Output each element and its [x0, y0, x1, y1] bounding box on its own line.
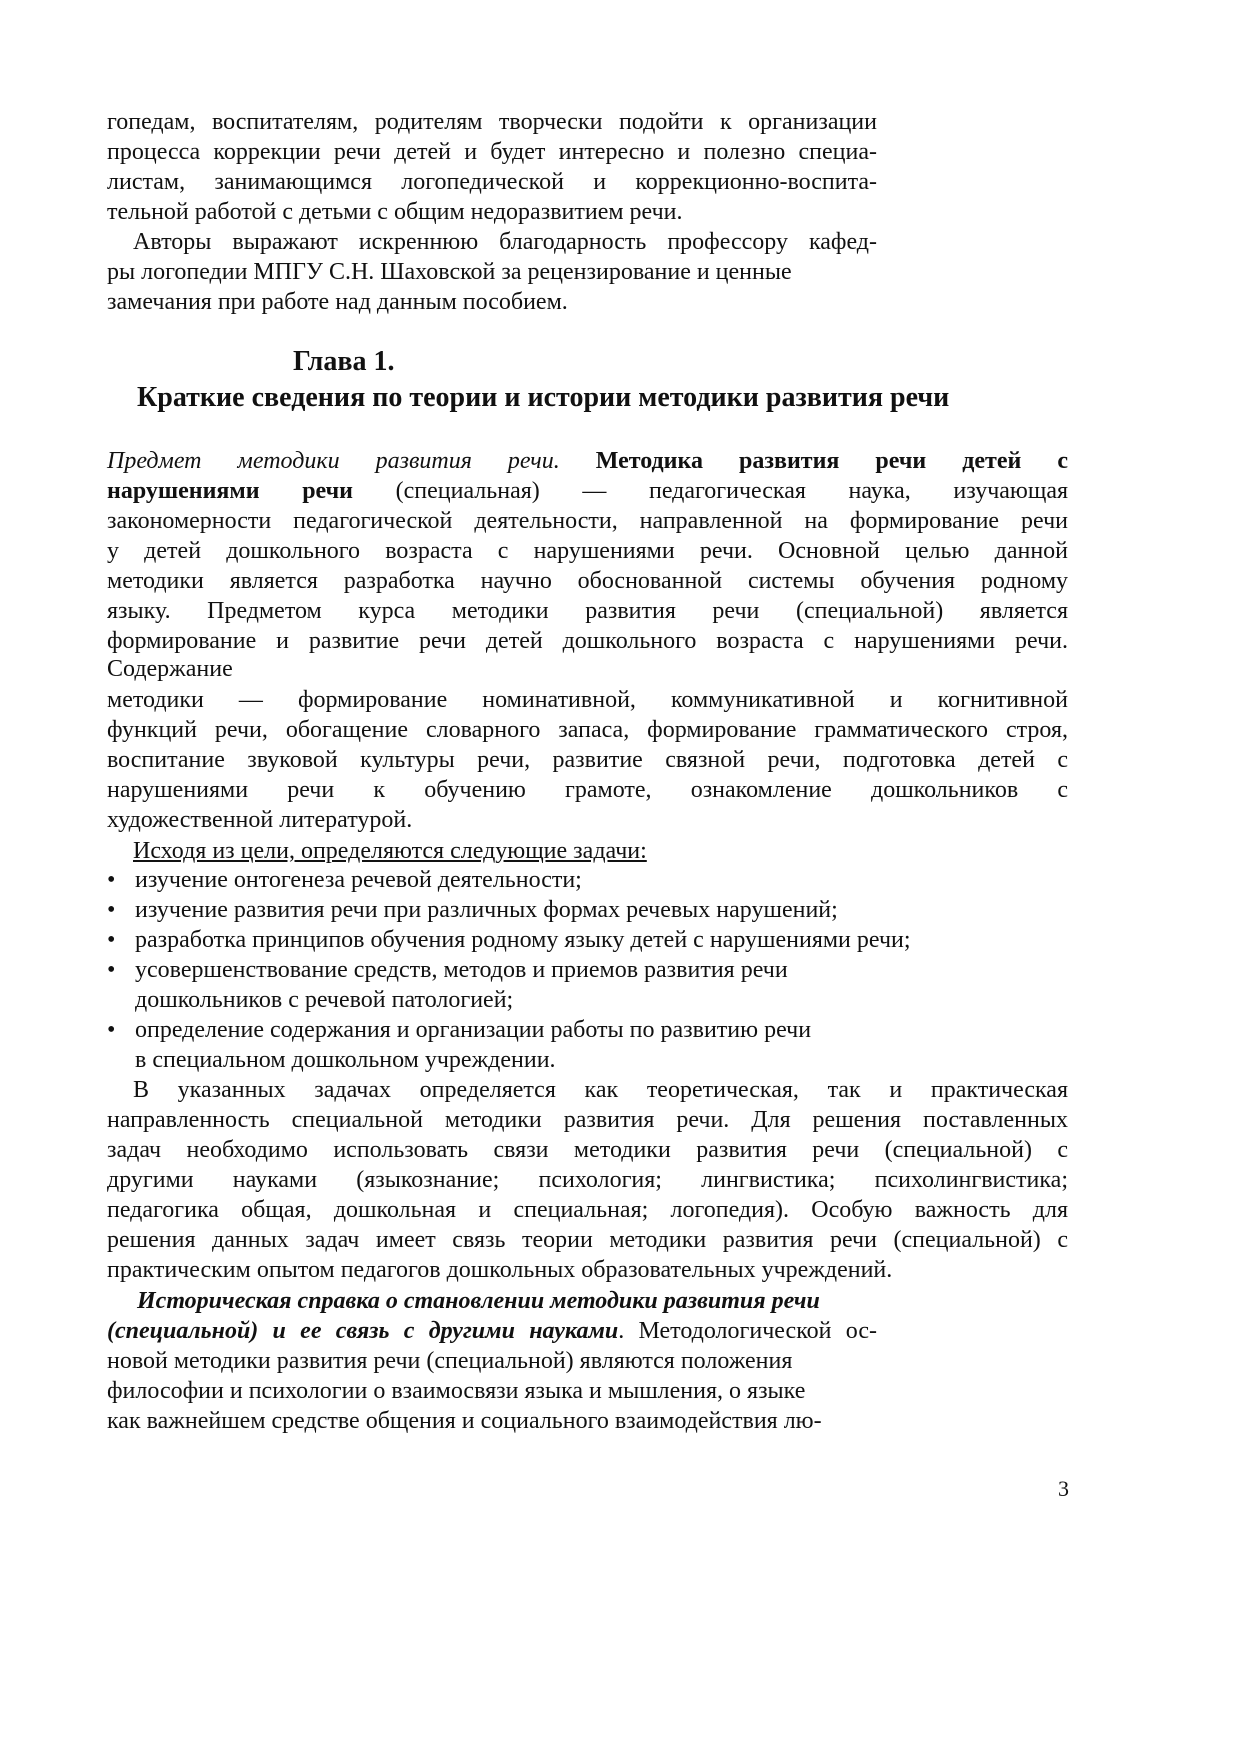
list-item-continuation: в специальном дошкольном учреждении.: [135, 1047, 556, 1073]
chapter-title: Краткие сведения по теории и истории методики развития речи: [137, 382, 950, 413]
text-line: воспитание звуковой культуры речи, развитие связной речи, подготовка детей с: [107, 747, 1068, 773]
text-line: листам, занимающимся логопедической и коррекционно-воспита-: [107, 169, 877, 195]
text-line: процесса коррекции речи детей и будет интересно и полезно специа-: [107, 139, 877, 165]
text-line: закономерности педагогической деятельности, направленной на формирование речи: [107, 508, 1068, 534]
text-line: методики — формирование номинативной, коммуникативной и когнитивной: [107, 687, 1068, 713]
bullet-icon: •: [107, 897, 116, 923]
text-line: задач необходимо использовать связи методики развития речи (специальной) с: [107, 1137, 1068, 1163]
text-line: [107, 446, 1068, 476]
text-line: ры логопедии МПГУ С.Н. Шаховской за рецензирование и ценные: [107, 259, 792, 285]
text-line: методики является разработка научно обоснованной системы обучения родному: [107, 568, 1068, 594]
bullet-icon: •: [107, 957, 116, 983]
text-line: функций речи, обогащение словарного запаса, формирование грамматического строя,: [107, 717, 1068, 743]
text-line: В указанных задачах определяется как теоретическая, так и практическая: [133, 1077, 1068, 1103]
tasks-intro: Исходя из цели, определяются следующие задачи:: [133, 838, 647, 864]
text-line: Содержание: [107, 656, 233, 682]
text-line: тельной работой с детьми с общим недоразвитием речи.: [107, 199, 683, 225]
text-line: практическим опытом педагогов дошкольных образовательных учреждений.: [107, 1257, 893, 1283]
text-line: замечания при работе над данным пособием.: [107, 289, 568, 315]
chapter-number: Глава 1.: [293, 346, 395, 377]
bullet-icon: •: [107, 927, 116, 953]
list-item-text: определение содержания и организации работы по развитию речи: [135, 1017, 812, 1043]
text-line: Авторы выражают искреннюю благодарность профессору кафед-: [133, 229, 877, 255]
text-span: (специальная) — педагогическая наука, изучающая: [395, 478, 1069, 504]
text-line: другими науками (языкознание; психология; лингвистика; психолингвистика;: [107, 1167, 1068, 1193]
text-line: у детей дошкольного возраста с нарушениями речи. Основной целью данной: [107, 538, 1068, 564]
list-item: [107, 1015, 811, 1045]
list-item: [107, 865, 582, 895]
term-bold: Методика развития речи детей с: [595, 448, 1068, 474]
section-title-bold-italic: Историческая справка о становлении методики развития речи: [137, 1288, 820, 1314]
list-item-text: разработка принципов обучения родному языку детей с нарушениями речи;: [135, 927, 911, 953]
text-line: нарушениями речи к обучению грамоте, ознакомление дошкольников с: [107, 777, 1068, 803]
text-line: [137, 1286, 820, 1316]
list-item: [107, 895, 838, 925]
text-line: [107, 1316, 877, 1346]
text-line: [107, 476, 1068, 506]
text-line: педагогика общая, дошкольная и специальная; логопедия). Особую важность для: [107, 1197, 1068, 1223]
list-item-text: усовершенствование средств, методов и приемов развития речи: [135, 957, 788, 983]
text-line: художественной литературой.: [107, 807, 413, 833]
text-line: как важнейшем средстве общения и социального взаимодействия лю-: [107, 1408, 822, 1434]
page-number: 3: [1058, 1476, 1069, 1501]
list-item-continuation: дошкольников с речевой патологией;: [135, 987, 514, 1013]
text-line: новой методики развития речи (специальной) являются положения: [107, 1348, 793, 1374]
section-title-italic: Предмет методики развития речи.: [107, 448, 560, 474]
list-item-text: изучение развития речи при различных формах речевых нарушений;: [135, 897, 838, 923]
term-bold: нарушениями речи: [107, 478, 353, 504]
bullet-icon: •: [107, 1017, 116, 1043]
text-line: языку. Предметом курса методики развития речи (специальной) является: [107, 598, 1068, 624]
list-item: [107, 925, 911, 955]
bullet-icon: •: [107, 867, 116, 893]
list-item-text: изучение онтогенеза речевой деятельности;: [135, 867, 582, 893]
text-line: гопедам, воспитателям, родителям творчески подойти к организации: [107, 109, 877, 135]
text-line: направленность специальной методики развития речи. Для решения поставленных: [107, 1107, 1068, 1133]
text-line: философии и психологии о взаимосвязи языка и мышления, о языке: [107, 1378, 806, 1404]
section-title-bold-italic: (специальной) и ее связь с другими науками: [107, 1318, 619, 1344]
list-item: [107, 955, 788, 985]
text-line: формирование и развитие речи детей дошкольного возраста с нарушениями речи.: [107, 628, 1068, 654]
text-line: решения данных задач имеет связь теории методики развития речи (специальной) с: [107, 1227, 1068, 1253]
text-span: . Методологической ос-: [618, 1318, 877, 1344]
